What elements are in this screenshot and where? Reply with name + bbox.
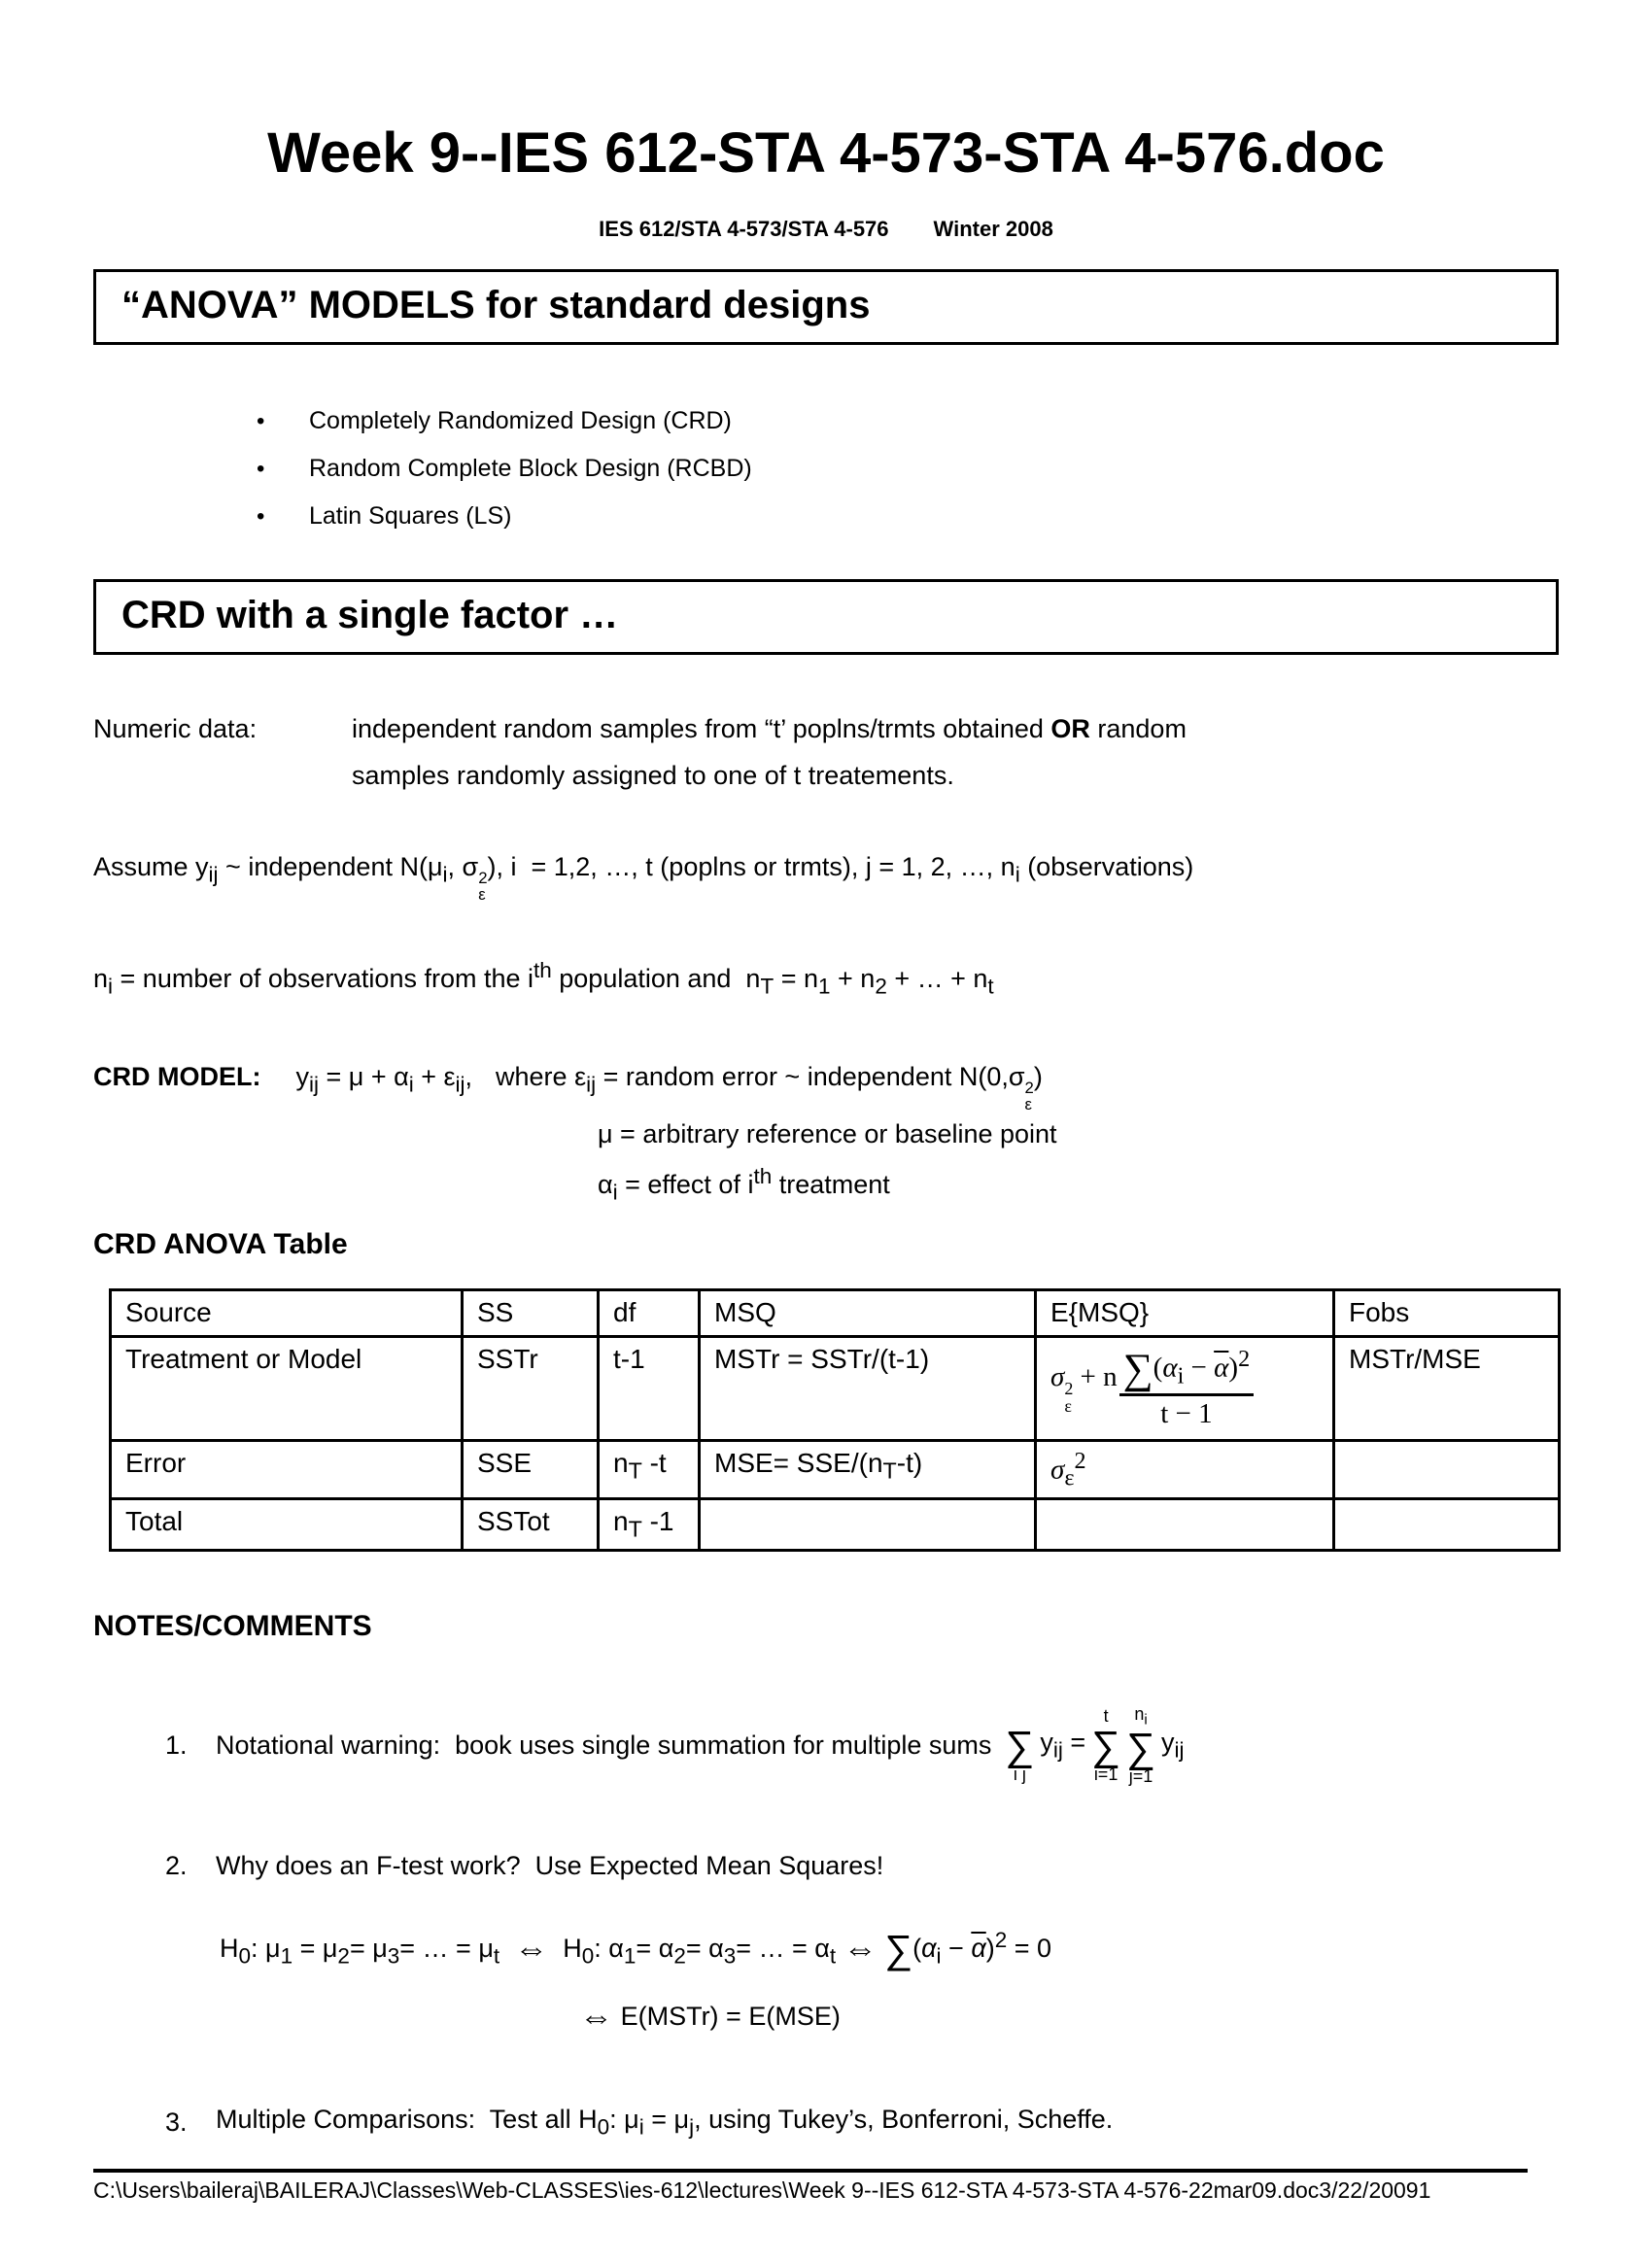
column-header-source: Source bbox=[111, 1289, 463, 1336]
emsq-formula bbox=[1050, 1344, 1325, 1433]
cell-df: t-1 bbox=[599, 1336, 700, 1440]
cell-df: $n_T$ -t bbox=[599, 1440, 700, 1498]
list-item: • Completely Randomized Design (CRD) bbox=[257, 397, 1559, 445]
emsq-prefix: σ 2 ε + n bbox=[1050, 1360, 1118, 1417]
numeric-data-text bbox=[352, 705, 1187, 799]
cell-source: Error bbox=[111, 1440, 463, 1498]
note-item-text: Notational warning: book uses single summation for multiple sums bbox=[216, 1731, 992, 1761]
column-header-emsq: E{MSQ} bbox=[1036, 1289, 1334, 1336]
cell-ss: SSTot bbox=[463, 1499, 599, 1551]
item-number: 1. bbox=[165, 1731, 188, 1761]
crd-model-label: CRD MODEL: bbox=[93, 1061, 261, 1091]
sigma-icon: ∑ bbox=[1126, 1724, 1156, 1770]
numeric-data-line: independent random samples from “t’ poplns/trmts obtained OR random bbox=[352, 713, 1187, 743]
mu-definition: μ = arbitrary reference or baseline point bbox=[598, 1119, 1057, 1149]
note-item-text: Multiple Comparisons: Test all $H_0$: $\mu_i = \mu_j$, using Tukey’s, Bonferroni, Scheffe. bbox=[216, 2105, 1114, 2140]
fraction bbox=[1119, 1346, 1254, 1430]
item-number: 3. bbox=[165, 2107, 188, 2137]
sum-over-ij: ∑ i j bbox=[1005, 1722, 1035, 1784]
document-title: Week 9--IES 612-STA 4-573-STA 4-576.doc bbox=[267, 121, 1385, 185]
anova-table-title: CRD ANOVA Table bbox=[93, 1227, 348, 1260]
crd-model-block bbox=[93, 1055, 1559, 1215]
cell-fobs bbox=[1334, 1440, 1560, 1498]
table-row-total bbox=[111, 1499, 1560, 1551]
column-header-fobs: Fobs bbox=[1334, 1289, 1560, 1336]
section-heading-text: CRD with a single factor … bbox=[121, 593, 619, 636]
table-header-row bbox=[111, 1289, 1560, 1336]
sum-j-1-to-ni: $n_i$ ∑ j=1 bbox=[1126, 1703, 1156, 1786]
cell-source: Treatment or Model bbox=[111, 1336, 463, 1440]
cell-msq: MSE= SSE/$(n_T-t)$ bbox=[700, 1440, 1036, 1498]
column-header-ss: SS bbox=[463, 1289, 599, 1336]
summation-formula bbox=[1005, 1705, 1184, 1787]
footer-rule bbox=[93, 2169, 1528, 2173]
note-item-2 bbox=[165, 1851, 1559, 1881]
section-heading-crd-single-factor bbox=[93, 579, 1559, 655]
sum-tail: $y_{ij}$ bbox=[1161, 1728, 1185, 1763]
n-definition-line: $n_i$ = number of observations from the $i^{th}$ population and $n_T = n_1 + n_2$ + … + $n_t$ bbox=[93, 958, 994, 999]
crd-model-line bbox=[93, 1055, 1559, 1113]
cell-msq bbox=[700, 1499, 1036, 1551]
design-bullet-list bbox=[93, 397, 1559, 540]
cell-source: Total bbox=[111, 1499, 463, 1551]
cell-ss: SSTr bbox=[463, 1336, 599, 1440]
list-item: • Latin Squares (LS) bbox=[257, 493, 1559, 540]
table-row-error bbox=[111, 1440, 1560, 1498]
null-hypothesis-equation: $H_0$: $\mu_1 = \mu_2= \mu_3=$ … = $\mu_t$ ⇔ $H_0$: $\alpha_1= \alpha_2= \alpha_3=$ … = $\alpha_t$ ⇔ $\sum(\alpha_i - \overline{\alpha})^2 = 0$ bbox=[220, 1926, 1052, 1971]
course-code: IES 612/STA 4-573/STA 4-576 bbox=[599, 216, 889, 241]
page-footer bbox=[93, 2169, 1559, 2204]
alpha-definition: $\alpha_i$ = effect of $i^{th}$ treatment bbox=[598, 1164, 890, 1205]
crd-model-equation: $y_{ij} = \mu + \alpha_i + \varepsilon_{ij}$, bbox=[295, 1061, 473, 1097]
item-number: 2. bbox=[165, 1850, 188, 1880]
fraction-numerator: $\sum(\alpha_i - \overline{\alpha})^2$ bbox=[1119, 1346, 1254, 1396]
fraction-denominator: t − 1 bbox=[1160, 1397, 1213, 1429]
numeric-data-line: samples randomly assigned to one of t treatements. bbox=[352, 760, 954, 790]
numeric-data-label: Numeric data: bbox=[93, 713, 258, 743]
cell-fobs: MSTr/MSE bbox=[1334, 1336, 1560, 1440]
list-item: • Random Complete Block Design (RCBD) bbox=[257, 445, 1559, 493]
sum-middle: $y_{ij}$ = bbox=[1040, 1728, 1086, 1763]
expected-ms-equation: ⇔ E(MSTr) = E(MSE) bbox=[579, 1998, 841, 2037]
cell-df: $n_T$ -1 bbox=[599, 1499, 700, 1551]
cell-emsq-formula bbox=[1036, 1336, 1334, 1440]
notes-comments-heading: NOTES/COMMENTS bbox=[93, 1609, 372, 1642]
course-subtitle bbox=[93, 217, 1559, 242]
document-page bbox=[0, 121, 1652, 2141]
cell-ss: SSE bbox=[463, 1440, 599, 1498]
footer-file-path: C:\Users\baileraj\BAILERAJ\Classes\Web-CLASSES\ies-612\lectures\Week 9--IES 612-STA 4-573-STA 4-576-22mar09.doc3/22/20091 bbox=[93, 2177, 1431, 2203]
section-heading-text: “ANOVA” MODELS for standard designs bbox=[121, 283, 871, 326]
cell-emsq: $\sigma_\varepsilon^2$ bbox=[1036, 1440, 1334, 1498]
column-header-df: df bbox=[599, 1289, 700, 1336]
crd-model-where-clause: where $\varepsilon_{ij}$ = random error ~ independent N(0,σ 2 ε ) bbox=[496, 1061, 1043, 1114]
section-heading-anova-models bbox=[93, 269, 1559, 345]
note-item-3 bbox=[165, 2105, 1559, 2140]
sigma-icon: ∑ bbox=[1091, 1722, 1121, 1768]
numeric-data-paragraph bbox=[93, 705, 1559, 799]
note-item-1 bbox=[165, 1705, 1559, 1787]
note-item-text: Why does an F-test work? Use Expected Mean Squares! bbox=[216, 1850, 884, 1880]
table-row-treatment bbox=[111, 1336, 1560, 1440]
assumption-line: Assume $y_{ij}$ ~ independent $N(\mu_i$, σ 2 ε ), i = 1,2, …, t (poplns or trmts), j = 1, 2, …, $n_i$ (observations) bbox=[93, 851, 1194, 905]
sigma-icon: ∑ bbox=[1005, 1722, 1035, 1768]
term-label: Winter 2008 bbox=[933, 216, 1053, 241]
cell-emsq bbox=[1036, 1499, 1334, 1551]
crd-anova-table bbox=[109, 1288, 1561, 1552]
sum-i-1-to-t: t ∑ i=1 bbox=[1091, 1705, 1121, 1784]
cell-fobs bbox=[1334, 1499, 1560, 1551]
column-header-msq: MSQ bbox=[700, 1289, 1036, 1336]
cell-msq: MSTr = SSTr/(t-1) bbox=[700, 1336, 1036, 1440]
